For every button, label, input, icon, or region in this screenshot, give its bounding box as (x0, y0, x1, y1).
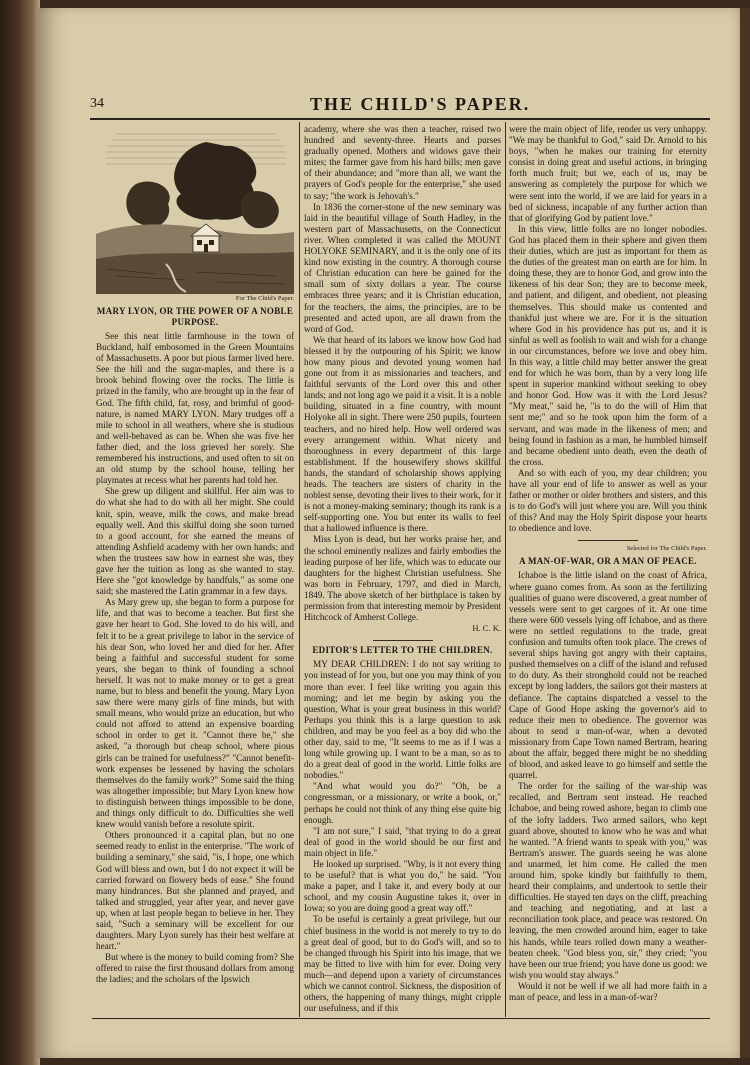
article-title-man-of-war: A MAN-OF-WAR, OR A MAN OF PEACE. (519, 556, 697, 567)
article-paragraph: And so with each of you, my dear children; you have all your end of life to answer as well as your father or mother or older brothers and sisters, and this is to do God's will just where you are. Will you think of this? And may the Holy Spirit dispose your hearts to obedience and love. (509, 467, 707, 534)
column-3 (509, 124, 707, 1017)
paper-title: THE CHILD'S PAPER. (310, 94, 531, 114)
article-title-editors-letter: EDITOR'S LETTER TO THE CHILDREN. (312, 645, 493, 656)
article-paragraph: MY DEAR CHILDREN: I do not say writing to you instead of for you, but one you may think of you more than ever. I feel like writing you again this morning; and let me begin by asking you the question, What is your great business in this world? Perhaps you think this is a large question to ask children, and may be you feel as a boy did who the other day, said to me, "It seems to me as if I was a long while growing up. I want to be a man, so as to do a great deal of good in the world. Little folks are nobodies." (304, 659, 501, 781)
page-header (90, 96, 710, 118)
page-number: 34 (90, 96, 104, 111)
article-paragraph: We that heard of its labors we know how God had blessed it by the outpouring of his Spirit; we know how many pious and devoted young women had gone out from it as missionaries and teachers, and faithful servants of the Lord over this and other lands; and not long ago we paid it a visit. It is a noble building, situated in a fine country, with mount Holyoke all in sight. There were 250 pupils, fourteen teachers, and no hired help. How well ordered was every arrangement within. What nicety and thoroughness in every department of this large establishment. If the housewifery shows skillful hands, the standard of scholarship shows applying heads. The teachers are sisters of charity in the noblest sense, devoting their lives to their work, for it is not a money-making seminary; though its rank is a self-supporting one. You but enter its walls to feel that a hallowed influence is there. (304, 334, 501, 534)
birthplace-engraving (96, 124, 294, 294)
column-2 (304, 124, 501, 1017)
column-divider (299, 122, 300, 1017)
article-paragraph: academy, where she was then a teacher, raised two hundred and seventy-three. Hearts and purses gradually opened. Mothers and widows gave their mites; the farmer gave from his hard bills; men gave of their abundance; and "more than all, we want the prayers of God's people for the enterprise," she used to say; "the work is Jehovah's." (304, 124, 501, 201)
page-edge (740, 8, 750, 1058)
article-paragraph: Would it not be well if we all had more faith in a man of peace, and less in a man-of-war? (509, 980, 707, 1003)
article-title-mary-lyon: MARY LYON, OR THE POWER OF A NOBLE PURPOSE. (96, 306, 294, 327)
article-paragraph: In this view, little folks are no longer nobodies. God has placed them in their sphere and given them their duties, which are just as important for them as the duties of the greatest man on earth are for him. In doing these, they are to honor God, and grow into the likeness of his dear Son; they are to become meek, and patient, and diligent, and obedient, not pleasing themselves. This should make us contented and thankful just where we are. For it is the situation where God in his providence has put us, and it is sinful as well as foolish to wait and wish for a change in our circumstances, before we love and obey him. In this way, a little child may better answer the great end for which he was born, than by a very long life spent in superior mankind without seeking to obey and honor God. How was it with the Lord Jesus? "My meat," said he, "is to do the will of Him that sent me;" and so he took upon him the form of a servant, and was made in the likeness of men; and being found in fashion as a man, he humbled himself and became obedient unto death, even the death of the cross. (509, 223, 707, 467)
selected-caption: Selected for The Child's Paper. (626, 545, 707, 553)
article-paragraph: were the main object of life, render us very unhappy. "We may be thankful to God," said Dr. Arnold to his boys, "when he makes our training for eternity consist in doing great and useful actions, in bringing forth much fruit; but we, each of us, may be answering as completely the purpose for which we were sent into the world, if we are laid for years in a bed of sickness, incapable of any further action than that of glorifying God by patient love." (509, 124, 707, 223)
book-spine (0, 0, 40, 1065)
article-paragraph: As Mary grew up, she began to form a purpose for life, and that was to become a teacher. But first she gave her heart to God. She loved to do his will, and felt it to be a great privilege to labor in the service of his dear Son, who loved her and died for her. After being a faithful and successful student for some years, she began to think of founding a school herself. It was not to make money or to get a great name, but to bless and benefit the young. Mary Lyon saw there were many girls of fine minds, but with small means, who would prize an education, but who could not afford to attend an expensive boarding school in order to get it. "Cannot there be," she asked, "a thorough but cheap school, where pious girls can be trained for usefulness?" "Cannot benefit-work expenses be lessened by having the scholars themselves do the family work?" Some said the thing was altogether impossible; but Mary Lyon knew how to distinguish between things impossible to be done, and things only difficult to do. Difficulties she well knew would vanish before a resolute spirit. (96, 597, 294, 830)
article-paragraph: In 1836 the corner-stone of the new seminary was laid in the beautiful village of South Hadley, in the western part of Massachusetts, on the Connecticut river. When completed it was called the MOUNT HOLYOKE SEMINARY, and it is the only one of its kind now existing in the country. A thorough course of Christian education can here be gained for the small sum of sixty dollars a year. The course embraces three years; and it is Christian education, for the teachers, the aims, the principles, are to be presented and acted upon, are all drawn from the word of God. (304, 201, 501, 334)
article-paragraph: See this neat little farmhouse in the town of Buckland, half embosomed in the Green Mountains of Massachusetts. A poor but pious farmer lived here. See the hill and the sugar-maples, and there is a brook behind flowing over the rocks. The little is prized in the family, who are brought up in the fear of God. The fifth child, fat, rosy, and brimful of good-nature, is named MARY LYON. Mary trudges off a mile to school in all weathers, where she is studious and well-behaved as can be. When she was five her father died, and the loss grieved her sorely. She remembered his instructions, and used often to sit on an old stump by the school house, telling her playmates at recess what her parents had told her. (96, 331, 294, 486)
article-paragraph: "And what would you do?" "Oh, be a congressman, or a missionary, or write a book, or," perhaps he could not think of any thing else quite big enough. (304, 781, 501, 825)
article-paragraph: She grew up diligent and skillful. Her aim was to do what she had to do with all her might. She could knit, spin, weave, milk the cows, and make bread equally well. And this skilful doing she soon turned to a good account, for she earned the means of attending Ashfield academy with her own hands; and when the trustees saw how in earnest she was, they gave her the tuition as long as she wanted to stay. Here she "got knowledge by handfuls," as some one said; she mastered the Latin grammar in a few days. (96, 486, 294, 597)
section-divider (578, 540, 638, 541)
footer-rule (92, 1018, 710, 1019)
image-caption: For The Child's Paper. (235, 295, 294, 302)
article-paragraph: But where is the money to build coming from? She offered to raise the first thousand dollars from among the ladies; and the scholars of the Ipswich (96, 952, 294, 985)
header-rule (90, 118, 710, 120)
article-paragraph: Miss Lyon is dead, but her works praise her, and the school eminently realizes and fairly embodies the leading purpose of her life, which was to educate our daughters for the highest Christian usefulness. She was born in February, 1797, and died in March, 1849. The above sketch of her birthplace is taken by permission from that interesting memoir by President Hitchcock of Amherst College. (304, 534, 501, 623)
article-paragraph: To be useful is certainly a great privilege, but our chief business in the world is not merely to try to do a great deal of good, but to do God's will, and so to be changed through his Spirit into his image, that we may be fitted to live with him for ever. Doing very much—and depend upon a variety of circumstances which we cannot control. Sickness, the disposition of others, the happening of many things, might cripple our usefulness, and if this (304, 914, 501, 1014)
article-paragraph: "I am not sure," I said, "that trying to do a great deal of good in the world should be our first and main object in life." (304, 825, 501, 858)
article-paragraph: The order for the sailing of the war-ship was recalled, and Bertram sent instead. He reached Ichaboe, and being rowed ashore, began to climb one of the lofty ladders. Two armed sailors, who kept guard above, shouted to know who he was and what he wanted. "A friend wants to speak with you," was Bertram's answer. The guards seeing he was alone and unarmed, let him come. He called the men around him, spoke kindly but faithfully to them, heard their complaints, and undertook to settle their difficulties. He stayed ten days on the cliff, preaching and teaching and negotiating, and at last a reconciliation took place, and peace was restored. On leaving, the men crowded around him, eager to take his hands, while tears rolled down many a weather-beaten cheek. "God bless you, sir," they cried; "you have been our true friend; you have done us good: we wish you would stay always." (509, 781, 707, 980)
column-1 (96, 124, 294, 1017)
section-divider (373, 640, 433, 641)
article-paragraph: Ichaboe is the little island on the coast of Africa, where guano comes from. As soon as the fertilizing qualities of guano were discovered, a great number of vessels were sent to get cargoes of it. At one time there were 600 vessels lying off Ichaboe, and as there were no settled regulations to the trade, great confusion and tumults often took place. The crews of several ships having got angry with their captains, pushed themselves on a cliff of the island and refused to do duty. As their stronghold could not be reached except by long ladders, the sailors got their masters at defiance. The captains dispatched a vessel to the Cape of Good Hope asking the governor's aid to reduce their men to obedience. The governor was about to send a man-of-war, when a devoted missionary from Cape Town named Bertram, hearing about the affair, begged there might be no shedding of blood, and asked leave to go himself and settle the quarrel. (509, 570, 707, 781)
column-divider (505, 122, 506, 1017)
article-signature: H. C. K. (472, 623, 501, 634)
article-paragraph: He looked up surprised. "Why, is it not every thing to be useful? that is what you do," he said. "You make a paper, and I take it, and every body at our school, and my cousin Augustine takes it, over in Iowa; so you are doing good a great way off." (304, 859, 501, 914)
article-paragraph: Others pronounced it a capital plan, but no one seemed ready to enlist in the enterprise. "The work of building a seminary," she said, "is, I hope, one which God will bless and own, but I do not expect it will be carried forward on flowery beds of ease." She found many hindrances. But she planned and prayed, and talked and struggled, year after year, and never gave up, when at last people began to believe in her. They said, "Such a seminary will be excellent for our daughters. Mary Lyon surely has their best welfare at heart." (96, 830, 294, 952)
